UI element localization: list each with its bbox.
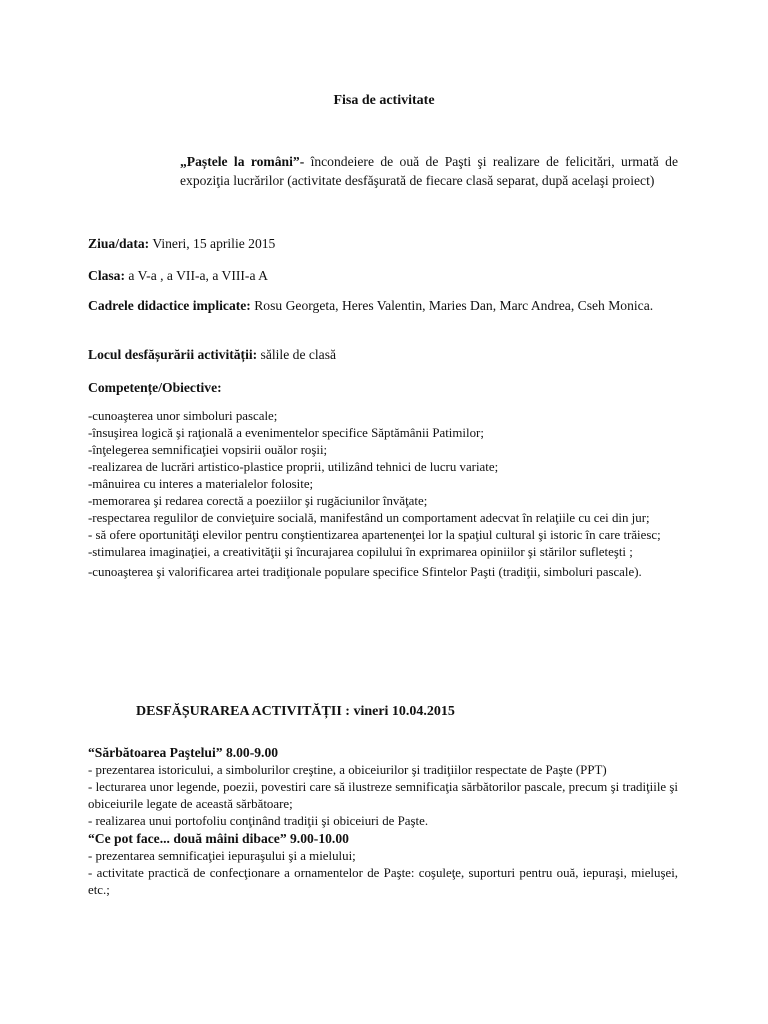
staff-label: Cadrele didactice implicate: <box>88 298 251 313</box>
activity-heading: “Sărbătoarea Paştelui” 8.00-9.00 <box>88 745 279 760</box>
objective-item: -cunoaşterea şi valorificarea artei tradiţionale populare specifice Sfintelor Paşti (tradiţii, simboluri pascale). <box>88 565 642 579</box>
objective-item: -stimularea imaginaţiei, a creativităţii şi încurajarea copilului în exprimarea opiniilor şi stărilor sufleteşti ; <box>88 545 633 559</box>
intro-description: încondeiere de ouă de Paşti şi realizare de felicitări, urmată de expoziţia lucrărilor (activitate desfăşurată de fiecare clasă separat, după acelaşi proiect) <box>180 154 678 188</box>
place-field <box>88 345 678 364</box>
objective-item: -realizarea de lucrări artistico-plastice proprii, utilizând tehnici de lucru variate; <box>88 460 499 474</box>
staff-value: Rosu Georgeta, Heres Valentin, Maries Dan, Marc Andrea, Cseh Monica. <box>250 298 654 313</box>
activity-item: - activitate practică de confecţionare a ornamentelor de Paşte: coşuleţe, suporturi pentru ouă, iepuraşi, mieluşei, etc.; <box>88 866 678 897</box>
activity-item: - lecturarea unor legende, poezii, povestiri care să ilustreze semnificaţia sărbătorilor pascale, precum şi tradiţiile şi obiceiurile legate de această sărbătoare; <box>88 780 678 811</box>
class-label: Clasa: <box>88 268 126 283</box>
objective-item: -cunoaşterea unor simboluri pascale; <box>88 409 278 423</box>
objective-item: - să ofere oportunităţi elevilor pentru conştientizarea apartenenţei lor la spaţiul cultural şi istoric în care trăiesc; <box>88 528 661 542</box>
objective-item: -respectarea regulilor de convieţuire socială, manifestând un comportament adecvat în relaţiile cu cei din jur; <box>88 511 650 525</box>
activities-list <box>88 744 678 899</box>
date-value: Vineri, 15 aprilie 2015 <box>149 236 276 251</box>
place-value: sălile de clasă <box>257 347 337 362</box>
objective-item: -mânuirea cu interes a materialelor folosite; <box>88 477 314 491</box>
activity-item: - realizarea unui portofoliu conţinând tradiţii şi obiceiuri de Paşte. <box>88 814 429 828</box>
activity-item: - prezentarea semnificaţiei iepuraşului şi a mielului; <box>88 849 356 863</box>
intro-activity-name: „Paștele la români”- <box>180 154 305 169</box>
staff-field <box>88 296 678 315</box>
objective-item: -însuşirea logică şi raţională a evenimentelor specifice Săptămânii Patimilor; <box>88 426 484 440</box>
objectives-list <box>88 408 678 583</box>
section-title: DESFĂȘURAREA ACTIVITĂȚII : vineri 10.04.2015 <box>136 704 455 719</box>
class-field <box>88 266 678 285</box>
competences-heading: Competențe/Obiective: <box>88 380 222 395</box>
date-label: Ziua/data: <box>88 236 150 251</box>
activity-item: - prezentarea istoricului, a simbolurilor creştine, a obiceiurilor şi tradiţiilor respectate de Paşte (PPT) <box>88 763 607 777</box>
place-label: Locul desfășurării activității: <box>88 347 258 362</box>
objective-item: -memorarea şi redarea corectă a poeziilor şi rugăciunilor învăţate; <box>88 494 428 508</box>
date-field <box>88 234 678 253</box>
class-value: a V-a , a VII-a, a VIII-a A <box>125 268 268 283</box>
document-title: Fisa de activitate <box>333 93 435 108</box>
activity-heading: “Ce pot face... două mâini dibace” 9.00-10.00 <box>88 831 349 846</box>
objective-item: -înţelegerea semnificaţiei vopsirii ouălor roşii; <box>88 443 328 457</box>
intro-paragraph <box>180 152 678 190</box>
